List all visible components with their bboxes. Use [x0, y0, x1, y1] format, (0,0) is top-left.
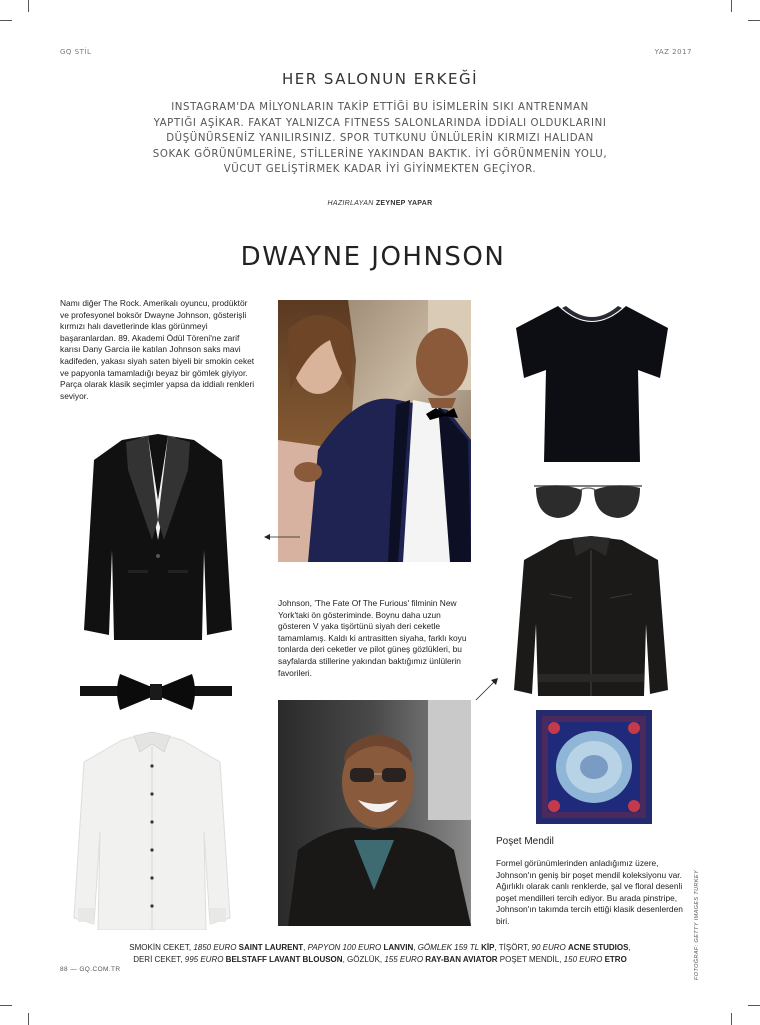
author-credit [0, 200, 760, 207]
leather-jacket-product [510, 534, 672, 700]
credit-segment: KİP [481, 943, 495, 952]
issue-label: YAZ 2017 [654, 48, 692, 56]
credit-segment: POŞET MENDİL, [497, 954, 564, 964]
page-number: 88 [60, 966, 69, 973]
article-title: HER SALONUN ERKEĞİ [281, 70, 479, 88]
credit-segment: , [303, 943, 308, 952]
site-url: — GQ.COM.TR [70, 966, 121, 973]
credit-segment: , [628, 943, 631, 952]
section-label: GQ STİL [60, 48, 92, 56]
aviator-sunglasses-product [530, 478, 646, 526]
credit-segment: SAINT LAURENT [238, 943, 304, 952]
credit-segment: SMOKİN CEKET, [129, 943, 194, 952]
credit-segment: BELSTAFF LAVANT BLOUSON [225, 954, 343, 964]
credit-label: HAZIRLAYAN [327, 200, 374, 207]
intro-paragraph: Namı diğer The Rock. Amerikalı oyuncu, prodüktör ve profesyonel boksör Dwayne Johnson, gösterişli kırmızı halı davetlerinde klas görünmeyi başaranlardan. 89. Akademi Ödül Töreni'ne zarif karısı Dany Garcia ile katılan Johnson saks mavi kadifeden, yakası siyah saten biyeli bir smokin ceket ve papyonla tamamladığı beyaz bir gömlek giyiyor. Parça olarak klasik seçimler yapsa da iddialı renkleri seviyor. [60, 298, 255, 401]
credit-segment: GÖMLEK 159 TL [417, 943, 482, 952]
black-tshirt-product [510, 298, 674, 464]
credits-line-2 [0, 954, 760, 966]
white-shirt-product [72, 722, 232, 930]
credit-segment: , TİŞÖRT, [494, 943, 532, 952]
velvet-jacket-product [82, 430, 234, 640]
credit-segment: PAPYON 100 EURO [307, 943, 384, 952]
arrow-icon-diagonal [474, 676, 500, 702]
credit-segment: LANVIN [383, 943, 414, 952]
credit-segment: , GÖZLÜK, [342, 954, 385, 964]
bow-tie-product [80, 668, 232, 714]
pocket-square-paragraph: Formel görünümlerinden anladığımız üzere, Johnson'ın geniş bir poşet mendil koleksiyonu var. Ağırlıklı olarak canlı renklerde, şal ve floral desenli poşet mendilleri tercih ediyor. Bu arada pinstripe, Johnson'ın takımda tercih ettiği klasik desenlerden biri. [496, 858, 683, 926]
credit-segment: ETRO [604, 954, 627, 964]
article-intro: INSTAGRAM'DA MİLYONLARIN TAKİP ETTİĞİ BU İSİMLERİN SIKI ANTRENMAN YAPTIĞI AŞİKAR. FAKAT YALNIZCA FITNESS SALONLARINDA İDDİALI OLDUKLARINI DÜŞÜNÜRSENİZ YANILIRSINIZ. SPOR TUTKUNU ÜNLÜLERİN KIRMIZI HALIDAN SOKAK GÖRÜNÜMLERİNE, STİLLERİNE YAKINDAN BAKTIK. İYİ GÖRÜNMENİN YOLU, VÜCUT GELİŞTİRMEK KADAR İYİ GİYİNMEKTEN GEÇİYOR. [152, 102, 608, 175]
credit-segment: DERİ CEKET, [133, 954, 185, 964]
credit-segment: ACNE STUDIOS [568, 943, 629, 952]
credit-segment: 995 EURO [184, 954, 226, 964]
red-carpet-photo [278, 300, 471, 562]
credit-segment: 150 EURO [563, 954, 605, 964]
credit-segment: 1850 EURO [193, 943, 239, 952]
product-credits [0, 942, 760, 965]
credits-line-1 [0, 942, 760, 954]
credit-segment: 155 EURO [384, 954, 426, 964]
premiere-photo [278, 700, 471, 926]
photo-credit: FOTOĞRAF: GETTY IMAGES TURKEY [694, 869, 700, 980]
credit-segment: , [413, 943, 418, 952]
credit-segment: RAY-BAN AVIATOR [425, 954, 498, 964]
arrow-icon [262, 530, 302, 544]
premiere-paragraph: Johnson, 'The Fate Of The Furious' filminin New York'taki ön gösteriminde. Boynu daha uzun gösteren V yaka tişörtünü siyah deri ceketle tamamlamış. Kaldı ki antrasitten siyaha, farklı koyu tonlarda deri ceketler ve pilot güneş gözlükleri, bu sayfalarda stillerine yakından baktığımız ünlülerin favorileri. [278, 598, 467, 678]
pocket-square-heading: Poşet Mendil [496, 836, 554, 847]
credit-segment: 90 EURO [531, 943, 568, 952]
subject-name: DWAYNE JOHNSON [240, 242, 506, 272]
pocket-square-product [536, 710, 652, 824]
page-footer [60, 966, 121, 973]
credit-name: ZEYNEP YAPAR [375, 200, 433, 207]
